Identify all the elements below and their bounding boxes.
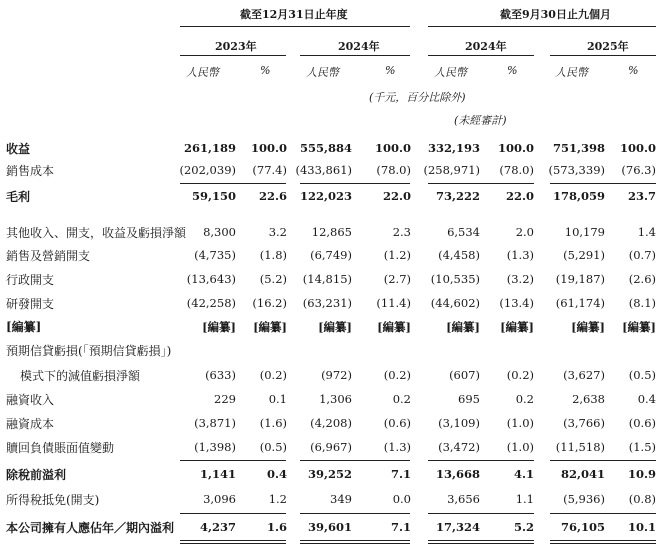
period-header-fy: 截至12月31日止年度	[240, 8, 348, 21]
percent-cell: 4.1	[513, 467, 534, 481]
percent-cell: (0.6)	[383, 416, 411, 430]
percent-cell: (11.4)	[376, 296, 411, 310]
percent-cell: (3.2)	[506, 272, 534, 286]
rule-np-top-3	[428, 513, 534, 514]
amount-cell: (3,766)	[563, 416, 605, 430]
row-label: 其他收入、開支，收益及虧損淨額	[6, 226, 187, 240]
year-rule-3	[428, 55, 534, 56]
percent-cell: 7.1	[390, 467, 411, 481]
percent-cell: (0.8)	[628, 492, 656, 506]
amount-cell: (5,291)	[563, 248, 605, 262]
table-row	[0, 391, 660, 411]
currency-label-3: 人民幣	[434, 66, 467, 79]
rule-pbt-top-2	[300, 460, 410, 461]
amount-cell: 349	[330, 492, 352, 506]
percent-cell: (0.2)	[506, 368, 534, 382]
row-label: 本公司擁有人應佔年／期內溢利	[6, 521, 175, 535]
amount-cell: 3,096	[203, 492, 236, 506]
percent-cell: 1.2	[268, 492, 287, 506]
percent-cell: (78.0)	[499, 163, 534, 177]
amount-cell: (573,339)	[548, 163, 605, 177]
percent-cell: (16.2)	[252, 296, 287, 310]
amount-cell: 39,252	[307, 467, 352, 481]
percent-cell: (0.2)	[383, 368, 411, 382]
year-rule-2	[300, 55, 410, 56]
percent-cell: 0.2	[515, 392, 534, 406]
row-label: [編纂]	[6, 320, 42, 334]
amount-cell: (3,627)	[563, 368, 605, 382]
table-row	[0, 439, 660, 459]
percent-cell: 1.1	[515, 492, 534, 506]
header-rule-9m	[428, 26, 656, 27]
percent-cell: (1.0)	[506, 416, 534, 430]
amount-cell: 10,179	[564, 225, 605, 239]
amount-cell: (433,861)	[295, 163, 352, 177]
table-row	[0, 295, 660, 315]
amount-cell: (19,187)	[555, 272, 605, 286]
rule-gp-top-4	[550, 183, 656, 184]
percent-cell: (13.4)	[499, 296, 534, 310]
amount-cell: 8,300	[203, 225, 236, 239]
amount-cell: (44,602)	[430, 296, 480, 310]
table-row	[0, 415, 660, 435]
rule-pbt-top-3	[428, 460, 534, 461]
percent-cell: 7.1	[390, 520, 411, 534]
amount-cell: 178,059	[552, 189, 605, 203]
rule-np-top-1	[180, 513, 286, 514]
table-row	[0, 342, 660, 362]
rule-np-double-1	[180, 543, 286, 544]
amount-cell: (14,815)	[302, 272, 352, 286]
amount-cell: 695	[458, 392, 480, 406]
amount-cell: 12,865	[311, 225, 352, 239]
amount-cell: 13,668	[435, 467, 480, 481]
percent-cell: (1.3)	[383, 440, 411, 454]
year-header-2: 2024年	[338, 40, 380, 53]
amount-cell: 82,041	[560, 467, 605, 481]
amount-cell: 261,189	[183, 141, 236, 155]
percent-cell: (1.2)	[383, 248, 411, 262]
percent-cell: (1.6)	[259, 416, 287, 430]
table-row	[0, 519, 660, 539]
percent-cell: 0.4	[266, 467, 287, 481]
amount-cell: [編纂]	[202, 320, 236, 334]
amount-cell: 3,656	[447, 492, 480, 506]
percent-cell: 0.1	[268, 392, 287, 406]
table-row	[0, 188, 660, 208]
unit-note: (千元，百分比除外)	[369, 91, 466, 104]
percent-cell: (5.2)	[259, 272, 287, 286]
amount-cell: 2,638	[572, 392, 605, 406]
percent-cell: 100.0	[619, 141, 656, 155]
amount-cell: (972)	[321, 368, 352, 382]
amount-cell: (607)	[449, 368, 480, 382]
rule-np-double-4	[550, 543, 656, 544]
amount-cell: (1,398)	[194, 440, 236, 454]
row-label: 收益	[6, 142, 31, 156]
amount-cell: 6,534	[447, 225, 480, 239]
amount-cell: (4,735)	[194, 248, 236, 262]
table-row	[0, 162, 660, 182]
amount-cell: 555,884	[299, 141, 352, 155]
amount-cell: (6,749)	[310, 248, 352, 262]
percent-cell: 22.0	[382, 189, 411, 203]
rule-np-top-4	[550, 513, 656, 514]
header-rule-fy	[180, 26, 410, 27]
amount-cell: [編纂]	[571, 320, 605, 334]
row-label: 銷售及營銷開支	[6, 249, 91, 263]
amount-cell: (10,535)	[430, 272, 480, 286]
row-label: 預期信貸虧損(「預期信貸虧損」)	[6, 344, 172, 358]
year-header-1: 2023年	[215, 40, 257, 53]
amount-cell: 39,601	[307, 520, 352, 534]
percent-cell: 10.1	[627, 520, 656, 534]
amount-cell: (633)	[205, 368, 236, 382]
row-label: 銷售成本	[6, 164, 55, 178]
table-row	[0, 247, 660, 267]
row-label: 除稅前溢利	[6, 468, 67, 482]
percent-cell: [編纂]	[500, 320, 534, 334]
percent-cell: (1.0)	[506, 440, 534, 454]
amount-cell: (63,231)	[302, 296, 352, 310]
year-header-3: 2024年	[465, 40, 507, 53]
rule-np-top-2	[300, 513, 410, 514]
amount-cell: 229	[214, 392, 236, 406]
amount-cell: (5,936)	[563, 492, 605, 506]
amount-cell: (258,971)	[423, 163, 480, 177]
row-label: 融資成本	[6, 417, 55, 431]
row-label: 模式下的減值虧損淨額	[20, 369, 141, 383]
percent-cell: (78.0)	[376, 163, 411, 177]
rule-np-bottom-4	[550, 540, 656, 541]
table-row	[0, 466, 660, 486]
amount-cell: 332,193	[427, 141, 480, 155]
percent-cell: 100.0	[250, 141, 287, 155]
amount-cell: 1,306	[319, 392, 352, 406]
table-row	[0, 224, 660, 244]
percent-cell: 22.0	[505, 189, 534, 203]
amount-cell: (3,109)	[438, 416, 480, 430]
percent-cell: 22.6	[258, 189, 287, 203]
year-rule-1	[180, 55, 286, 56]
amount-cell: (61,174)	[555, 296, 605, 310]
percent-cell: (1.5)	[628, 440, 656, 454]
pct-label-1: %	[260, 64, 271, 77]
pct-label-4: %	[628, 64, 639, 77]
rule-gp-top-3	[428, 183, 534, 184]
percent-cell: (2.6)	[628, 272, 656, 286]
amount-cell: (3,871)	[194, 416, 236, 430]
percent-cell: (0.2)	[259, 368, 287, 382]
amount-cell: 1,141	[199, 467, 236, 481]
row-label: 研發開支	[6, 297, 55, 311]
percent-cell: 0.0	[392, 492, 411, 506]
amount-cell: (6,967)	[310, 440, 352, 454]
rule-np-bottom-2	[300, 540, 410, 541]
pct-label-3: %	[507, 64, 518, 77]
amount-cell: 73,222	[435, 189, 480, 203]
currency-label-4: 人民幣	[555, 66, 588, 79]
percent-cell: (8.1)	[628, 296, 656, 310]
percent-cell: (0.5)	[259, 440, 287, 454]
rule-pbt-top-1	[180, 460, 286, 461]
percent-cell: 100.0	[497, 141, 534, 155]
amount-cell: (13,643)	[186, 272, 236, 286]
percent-cell: [編纂]	[622, 320, 656, 334]
amount-cell: 122,023	[299, 189, 352, 203]
amount-cell: [編纂]	[446, 320, 480, 334]
percent-cell: (0.5)	[628, 368, 656, 382]
percent-cell: (0.7)	[628, 248, 656, 262]
percent-cell: 23.7	[627, 189, 656, 203]
period-header-9m: 截至9月30日止九個月	[500, 8, 611, 21]
year-header-4: 2025年	[587, 40, 629, 53]
amount-cell: (4,458)	[438, 248, 480, 262]
percent-cell: 1.4	[637, 225, 656, 239]
percent-cell: [編纂]	[377, 320, 411, 334]
percent-cell: [編纂]	[253, 320, 287, 334]
amount-cell: (4,208)	[310, 416, 352, 430]
row-label: 贖回負債賬面值變動	[6, 441, 115, 455]
pct-label-2: %	[385, 64, 396, 77]
amount-cell: (3,472)	[438, 440, 480, 454]
percent-cell: (1.3)	[506, 248, 534, 262]
table-row	[0, 271, 660, 291]
rule-np-bottom-3	[428, 540, 534, 541]
table-row	[0, 318, 660, 338]
rule-gp-top-1	[180, 183, 286, 184]
percent-cell: 5.2	[513, 520, 534, 534]
year-rule-4	[550, 55, 656, 56]
unaudited-note: (未經審計)	[454, 114, 507, 127]
rule-np-bottom-1	[180, 540, 286, 541]
amount-cell: 4,237	[199, 520, 236, 534]
row-label: 融資收入	[6, 393, 55, 407]
amount-cell: 59,150	[191, 189, 236, 203]
percent-cell: (1.8)	[259, 248, 287, 262]
percent-cell: 2.0	[515, 225, 534, 239]
amount-cell: (11,518)	[555, 440, 605, 454]
amount-cell: (202,039)	[179, 163, 236, 177]
row-label: 毛利	[6, 190, 31, 204]
percent-cell: (0.6)	[628, 416, 656, 430]
row-label: 行政開支	[6, 273, 55, 287]
currency-label-1: 人民幣	[186, 66, 219, 79]
row-label: 所得稅抵免(開支)	[6, 493, 100, 507]
table-row	[0, 367, 660, 387]
amount-cell: 76,105	[560, 520, 605, 534]
percent-cell: 10.9	[627, 467, 656, 481]
percent-cell: (76.3)	[621, 163, 656, 177]
percent-cell: (2.7)	[383, 272, 411, 286]
percent-cell: (77.4)	[252, 163, 287, 177]
table-row	[0, 491, 660, 511]
amount-cell: 17,324	[435, 520, 480, 534]
percent-cell: 0.4	[637, 392, 656, 406]
percent-cell: 100.0	[374, 141, 411, 155]
amount-cell: (42,258)	[186, 296, 236, 310]
rule-gp-top-2	[300, 183, 410, 184]
rule-np-double-2	[300, 543, 410, 544]
table-row	[0, 140, 660, 160]
percent-cell: 2.3	[392, 225, 411, 239]
amount-cell: [編纂]	[318, 320, 352, 334]
amount-cell: 751,398	[552, 141, 605, 155]
rule-pbt-top-4	[550, 460, 656, 461]
percent-cell: 3.2	[268, 225, 287, 239]
rule-np-double-3	[428, 543, 534, 544]
percent-cell: 1.6	[266, 520, 287, 534]
currency-label-2: 人民幣	[306, 66, 339, 79]
percent-cell: 0.2	[392, 392, 411, 406]
